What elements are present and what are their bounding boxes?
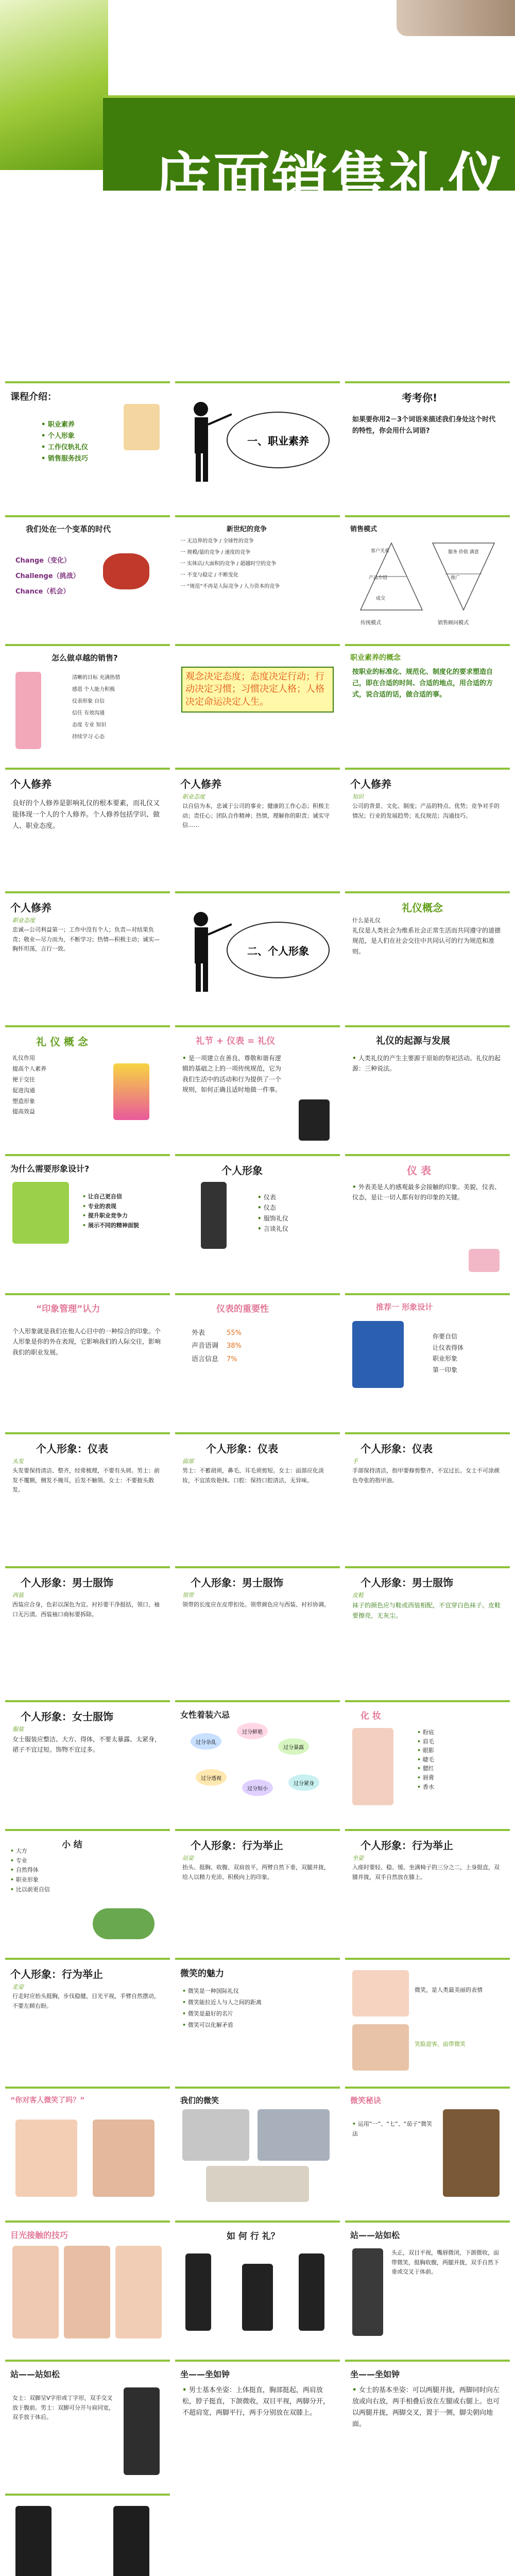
slide-sit-2 bbox=[345, 2360, 510, 2483]
slide-smile-tips bbox=[345, 2087, 510, 2210]
balloon-figure bbox=[113, 1063, 149, 1120]
woman-photo bbox=[15, 2120, 77, 2197]
slide-title: 个人形象：男士服饰 bbox=[360, 1577, 453, 1589]
list-item: Challenge（挑战） bbox=[15, 572, 80, 580]
slide-body: 女士：双脚呈V字形或丁字形，双手交叉放于腹前。男士：双脚可分开与肩同宽，双手放于体后。 bbox=[12, 2395, 114, 2421]
slide-title: 坐——坐如钟 bbox=[350, 2369, 400, 2379]
slide-title: 个人形象：男士服饰 bbox=[191, 1577, 283, 1589]
slide-title: “印象管理”认力 bbox=[36, 1304, 100, 1314]
slide-title: 我们处在一个变革的时代 bbox=[26, 524, 111, 534]
list-item: • 仪表 bbox=[258, 1192, 288, 1202]
list-item: • 销售服务技巧 bbox=[41, 453, 88, 465]
list-item: • 让自己更自信 bbox=[82, 1192, 139, 1202]
slide-title: 新世纪的竞争 bbox=[227, 526, 267, 533]
section-label: 一、职业素养 bbox=[247, 434, 309, 447]
list-item: • 眉毛 bbox=[417, 1737, 434, 1747]
model-caption: 销售顾问模式 bbox=[438, 620, 469, 626]
list-item: • 自然得体 bbox=[10, 1866, 50, 1875]
slide-title: 坐——坐如钟 bbox=[180, 2369, 230, 2379]
slide-personal-cultivation-1 bbox=[5, 768, 170, 891]
woman-figure bbox=[15, 2506, 52, 2576]
list-item: 让仪表得体 bbox=[433, 1344, 464, 1351]
slide-era-change bbox=[5, 515, 170, 639]
slide-title: 礼节 + 仪表 = 礼仪 bbox=[196, 1036, 276, 1046]
slide-etiquette-concept bbox=[345, 891, 510, 1015]
people-icon bbox=[299, 1099, 330, 1141]
slide-title: 个人修养 bbox=[350, 778, 391, 790]
list-item: • 男士基本坐姿：上体挺直，胸部挺起，两肩放松，脖子挺直，下颌微收，双目平视，两脚分开，不超肩宽，两脚平行，两手分别放在双膝上。 bbox=[182, 2385, 332, 2419]
model-photo bbox=[64, 2246, 110, 2338]
slide-appearance-face bbox=[175, 1432, 340, 1556]
percentage-table bbox=[191, 1326, 250, 1366]
list-item: • 仪态 bbox=[258, 1202, 288, 1213]
woman-figure bbox=[113, 2506, 149, 2576]
list-item: • 服饰礼仪 bbox=[258, 1213, 288, 1224]
slide-title: 仪 表 bbox=[407, 1164, 431, 1177]
slide-title: 个人修养 bbox=[10, 778, 52, 790]
cloud-label: 过分短小 bbox=[242, 1780, 273, 1796]
list-item: • 专业 bbox=[10, 1856, 50, 1866]
slide-title: 个人形象：女士服饰 bbox=[21, 1710, 113, 1723]
slide-title: 个人形象：仪表 bbox=[36, 1443, 108, 1455]
photo-caption: 微笑，是人类最美丽的表情 bbox=[415, 1987, 483, 1993]
slide-image-design bbox=[345, 1293, 510, 1417]
cartoon-figure bbox=[124, 404, 160, 450]
slide-title: 个人形象：男士服饰 bbox=[21, 1577, 113, 1589]
slide-female-six-donts bbox=[175, 1700, 340, 1824]
list-item: • 提升职业竞争力 bbox=[82, 1211, 139, 1221]
slide-subtitle: 皮鞋 bbox=[352, 1592, 364, 1599]
list-item: • 微笑是一种国际礼仪 bbox=[182, 1986, 262, 1997]
slide-body: 西装应合身，色彩以深色为宜。衬衫要干净挺括，领口、袖口无污渍。西装袖口商标要拆除。 bbox=[12, 1601, 160, 1618]
slide-new-competition bbox=[175, 515, 340, 639]
slide-body: 礼仪是人类社会为维系社会正常生活而共同遵守的道德规范，是人们在社会交往中共同认可的行为规范和准则。 bbox=[352, 927, 501, 955]
role-list bbox=[12, 1053, 46, 1117]
table-cell: 7% bbox=[227, 1355, 237, 1363]
slide-title: 站——站如松 bbox=[10, 2369, 60, 2379]
slide-subtitle: 手 bbox=[352, 1458, 358, 1465]
list-item: • 运用“一”、“七”、“茄子”微笑法 bbox=[352, 2120, 435, 2139]
slide-body: 抬头、挺胸、收腹、双肩放平，两臂自然下垂，双腿并拢，给人以精力充沛、积极向上的印象。 bbox=[182, 1864, 330, 1880]
design-list bbox=[433, 1331, 464, 1376]
slide-title: 怎么做卓越的销售? bbox=[52, 653, 118, 663]
pyramid-label: 推广 bbox=[451, 575, 460, 581]
slide-our-smile bbox=[175, 2087, 340, 2210]
slide-etiquette-origin bbox=[345, 1025, 510, 1149]
slide-personal-cultivation-4 bbox=[5, 891, 170, 1015]
slide-appearance-hands bbox=[345, 1432, 510, 1556]
list-item: 感恩 个人能力积极 bbox=[72, 687, 115, 692]
slide-title: 考考你! bbox=[402, 392, 438, 404]
slide-section-professional bbox=[175, 381, 340, 505]
slide-stand-1 bbox=[345, 2221, 510, 2344]
list-item: • 比以前更自信 bbox=[10, 1885, 50, 1895]
list-item: • 香水 bbox=[417, 1783, 434, 1792]
section-oval bbox=[227, 922, 330, 978]
slide-title: 化 妆 bbox=[360, 1711, 381, 1721]
list-item: Change（变化） bbox=[15, 557, 71, 565]
slide-title: 个人修养 bbox=[180, 778, 221, 790]
slide-subtitle: 职业态度 bbox=[12, 917, 35, 924]
table-cell: 声音语调 bbox=[192, 1342, 219, 1350]
slide-body: 公司的背景、文化、制度；产品的特点、优势；竞争对手的情况；行业的发展趋势；礼仪规范；沟通技巧。 bbox=[352, 803, 500, 819]
slide-title: 个人形象：行为举止 bbox=[360, 1839, 453, 1852]
slide-appearance-hair bbox=[5, 1432, 170, 1556]
woman-photo bbox=[352, 2024, 409, 2071]
list-item: 提高个人素养 bbox=[12, 1065, 46, 1072]
list-item: • 工作仪轨礼仪 bbox=[41, 442, 88, 453]
mannequin-image bbox=[12, 1182, 69, 1244]
slide-body: 以自信为本，忠诚于公司的事业；健康的工作心态；积极主动；责任心；团队合作精神；热情，理解你的职责；诚实守信…… bbox=[182, 803, 330, 829]
list-item: • 睫毛 bbox=[417, 1755, 434, 1765]
pointer-silhouette-icon bbox=[185, 909, 232, 996]
slide-body: 良好的个人修养是影响礼仪的根本要素，而礼仪又能体现一个人的个人修养。个人修养包括学识、做人、职业态度。 bbox=[12, 800, 160, 831]
slide-appearance-importance bbox=[175, 1293, 340, 1417]
slide-section-image bbox=[175, 891, 340, 1015]
slide-title: 如 何 行 礼？ bbox=[227, 2231, 280, 2242]
slide-professional-concept bbox=[345, 644, 510, 768]
list-item: • 个人形象 bbox=[41, 431, 88, 442]
summary-list bbox=[10, 1846, 50, 1894]
slide-subtitle: 职业态度 bbox=[182, 793, 205, 800]
section-oval bbox=[227, 412, 330, 468]
slide-subtitle: 知识 bbox=[352, 793, 364, 800]
slide-body: 头正，双目平视，嘴唇微闭，下颌微收，面带微笑，挺胸收腹，两腿并拢，双手自然下垂或交叉于体前。 bbox=[391, 2249, 499, 2276]
slide-title: 为什么需要形象设计? bbox=[10, 1164, 90, 1174]
model-photo bbox=[115, 2246, 162, 2338]
cloud-label: 过分暴露 bbox=[278, 1738, 309, 1755]
group-photo bbox=[182, 2109, 249, 2161]
slide-body: 头发要保持清洁、整齐，经常梳理，不要有头屑。男士：前发不覆额，侧发不掩耳，后发不触领。女士：不要披头散发。 bbox=[12, 1467, 160, 1494]
pyramid-label: 成交 bbox=[376, 596, 386, 601]
woman-photo bbox=[93, 2120, 154, 2197]
slide-appearance bbox=[345, 1154, 510, 1278]
table-cell: 38% bbox=[227, 1342, 242, 1350]
peapod-graphic bbox=[93, 1908, 154, 1939]
slide-title: 推荐一 形象设计 bbox=[376, 1302, 433, 1312]
slide-body: 男士：不蓄胡须，鼻毛、耳毛须剪短。女士：面部应化淡妆，不宜浓妆艳抹。口腔：保持口腔清洁，无异味。 bbox=[182, 1467, 324, 1484]
list-item: • 是一项建立在善良、尊敬和谐有逻辑的基础之上的一项传统规范，它为我们生活中的活动和行为提供了一个规则，如何正确且适时地做一件事。 bbox=[182, 1053, 285, 1095]
slide-subtitle: 坐姿 bbox=[352, 1855, 364, 1861]
model-figure bbox=[352, 1728, 393, 1805]
slide-body: 手部保持清洁，指甲要修剪整齐，不宜过长。女士不可涂颜色夸张的指甲油。 bbox=[352, 1467, 500, 1484]
table-cell: 语言信息 bbox=[192, 1355, 219, 1363]
list-item: 持续学习 心态 bbox=[72, 734, 105, 740]
slide-title: 女性着装六忌 bbox=[180, 1710, 230, 1720]
woman-figure bbox=[15, 672, 41, 749]
slide-sales-model bbox=[345, 515, 510, 639]
slide-title: 个人形象：行为举止 bbox=[10, 1968, 103, 1980]
change-list bbox=[15, 553, 80, 600]
slide-etiquette-formula bbox=[175, 1025, 340, 1149]
list-item: • 职业素养 bbox=[41, 419, 88, 431]
smile-list bbox=[182, 1986, 262, 2031]
photo-caption: 笑脸迎客，面带微笑 bbox=[415, 2041, 466, 2047]
slide-title: 个人形象 bbox=[221, 1164, 263, 1177]
list-item: 第一印象 bbox=[433, 1366, 458, 1374]
cloud-label: 过分杂乱 bbox=[191, 1733, 221, 1750]
slide-subtitle: 站姿 bbox=[182, 1855, 194, 1861]
slide-personal-cultivation-3 bbox=[345, 768, 510, 891]
slide-behavior-standing bbox=[175, 1829, 340, 1953]
section-label: 二、个人形象 bbox=[247, 944, 309, 957]
list-item: • 展示不同的精神面貌 bbox=[82, 1221, 139, 1231]
slide-behavior-sitting bbox=[345, 1829, 510, 1953]
cloud-label: 过分透视 bbox=[196, 1769, 227, 1786]
slide-title: 职业素养的概念 bbox=[350, 654, 401, 662]
slide-eye-contact bbox=[5, 2221, 170, 2344]
decorative-graphic bbox=[103, 553, 149, 589]
slide-impression-management bbox=[5, 1293, 170, 1417]
slide-etiquette-role bbox=[5, 1025, 170, 1149]
bowing-figure bbox=[242, 2264, 273, 2331]
slide-summary bbox=[5, 1829, 170, 1953]
slide-body: 按职业的标准化、规范化、制度化的要求塑造自己，即在合适的时间、合适的地点，用合适的方式，说合适的话，做合适的事。 bbox=[352, 668, 493, 699]
list-item: 清晰的目标 充满热情 bbox=[72, 675, 121, 681]
woman-figure bbox=[124, 2387, 160, 2475]
slide-title: 小 结 bbox=[62, 1840, 82, 1850]
woman-figure bbox=[299, 2253, 324, 2331]
slide-title: 个人形象：仪表 bbox=[360, 1443, 433, 1455]
appearance-body bbox=[352, 1182, 502, 1203]
table-cell: 外表 bbox=[192, 1329, 205, 1337]
slide-title: 个人形象：行为举止 bbox=[191, 1839, 283, 1852]
slide-smile-question bbox=[5, 2087, 170, 2210]
bowing-figure bbox=[352, 1321, 404, 1388]
slide-personal-image bbox=[175, 1154, 340, 1278]
list-item: 提高效益 bbox=[12, 1108, 35, 1115]
cover-gradient bbox=[0, 0, 108, 170]
pyramid-label: 服务 价值 满意 bbox=[448, 550, 479, 555]
woman-figure bbox=[201, 1182, 227, 1249]
table-row bbox=[192, 1327, 249, 1339]
slide-stand-2 bbox=[5, 2360, 170, 2483]
sit-body bbox=[352, 2385, 502, 2430]
list-item: 礼仪作用 bbox=[12, 1055, 35, 1061]
slide-course-intro bbox=[5, 381, 170, 505]
highlight-box: 观念决定态度；态度决定行动；行动决定习惯；习惯决定人格；人格决定命运决定人生。 bbox=[181, 667, 334, 713]
list-item: 职业形象 bbox=[433, 1355, 458, 1363]
list-item: 信任 有效沟通 bbox=[72, 710, 105, 716]
slide-title: 仪表的重要性 bbox=[216, 1304, 269, 1314]
slide-female-dress bbox=[5, 1700, 170, 1824]
baby-photo bbox=[352, 1970, 409, 2016]
slide-body: 如果要你用2－3个词语来描述我们身处这个时代的特性，你会用什么词语? bbox=[352, 416, 496, 435]
slide-subtitle: 头发 bbox=[12, 1458, 24, 1465]
list-item: • 职业形象 bbox=[10, 1875, 50, 1885]
image-list bbox=[258, 1192, 288, 1234]
origin-body bbox=[352, 1053, 502, 1074]
list-item: • 言谈礼仪 bbox=[258, 1224, 288, 1234]
slide-title: 我们的微笑 bbox=[180, 2096, 219, 2105]
slide-body: 女士服装应整洁、大方、得体，不要太暴露、太紧身，裙子不宜过短。饰物不宜过多。 bbox=[12, 1736, 161, 1754]
slide-personal-cultivation-2 bbox=[175, 768, 340, 891]
tips-body bbox=[352, 2120, 435, 2139]
slide-attitude bbox=[175, 644, 340, 768]
competition-rows bbox=[180, 536, 280, 592]
list-item: Chance（机会） bbox=[15, 587, 70, 596]
slide-title: 礼仪的起源与发展 bbox=[376, 1036, 450, 1046]
slide-body: 个人形象就是我们在他人心目中的一种综合的印象。个人形象是你的外在表现，它影响我们的人际交往，影响我们的职业发展。 bbox=[12, 1328, 161, 1356]
slide-makeup bbox=[345, 1700, 510, 1824]
slide-excellent-sales bbox=[5, 644, 170, 768]
slide-body: 袜子的颜色应与鞋或西装相配，不宜穿白色袜子。皮鞋要擦亮，无灰尘。 bbox=[352, 1602, 501, 1620]
cloud-label: 过分紧身 bbox=[288, 1774, 319, 1791]
cover-slide bbox=[0, 0, 515, 232]
slide-quiz bbox=[345, 381, 510, 505]
list-item: • 专业的表现 bbox=[82, 1202, 139, 1212]
course-list bbox=[41, 419, 88, 465]
mona-lisa-image bbox=[443, 2109, 500, 2197]
slide-sit-1 bbox=[175, 2360, 340, 2483]
man-figure bbox=[352, 2248, 383, 2336]
list-item: • 外表美是人的感观最多会接触的印象。美貌，仪表、仪态，是让一切人都有好的印象的关键。 bbox=[352, 1182, 502, 1203]
makeup-list bbox=[417, 1728, 434, 1791]
cover-photo bbox=[397, 0, 515, 36]
slide-subtitle: 走姿 bbox=[12, 1984, 24, 1990]
slide-how-to-bow bbox=[175, 2221, 340, 2344]
slide-behavior-walking bbox=[5, 1958, 170, 2081]
list-item: • 眼影 bbox=[417, 1746, 434, 1755]
list-item: 一 “规范”不再是人际竞争 / 人力资本的竞争 bbox=[180, 584, 280, 589]
list-item: • 微笑可以化解矛盾 bbox=[182, 2020, 262, 2031]
list-item: • 粉底 bbox=[417, 1728, 434, 1737]
reason-list bbox=[82, 1192, 139, 1231]
slide-title: 礼仪概念 bbox=[402, 902, 443, 914]
sit-body bbox=[182, 2385, 332, 2419]
slide-title: 课程介绍： bbox=[10, 392, 57, 402]
pyramid-label: 产品介绍 bbox=[369, 575, 388, 581]
list-item: 你要自信 bbox=[433, 1333, 458, 1340]
list-item: • 女士的基本坐姿：可以两腿并拢，两脚同时向左放或向右放，两手相叠后放在左腿或右腿上。也可以两腿并拢，两脚交叉，置于一侧，脚尖朝向地面。 bbox=[352, 2385, 502, 2430]
table-cell: 55% bbox=[227, 1329, 242, 1337]
slide-subtitle: 西装 bbox=[12, 1592, 24, 1599]
list-item: • 微笑能拉近人与人之间的距离 bbox=[182, 1997, 262, 2008]
list-item: 塑造形象 bbox=[12, 1097, 35, 1105]
slide-title: 销售模式 bbox=[350, 526, 377, 533]
table-row bbox=[192, 1340, 249, 1352]
slide-body: 领带的长度应在皮带扣处。领带颜色应与西装、衬衫协调。 bbox=[182, 1601, 330, 1608]
slide-title: 目光接触的技巧 bbox=[10, 2230, 68, 2240]
slide-male-dress-suit bbox=[5, 1566, 170, 1690]
model-caption: 传统模式 bbox=[360, 620, 381, 626]
list-item: • 腮红 bbox=[417, 1764, 434, 1773]
slide-yes bbox=[5, 2494, 170, 2576]
list-item: • 微笑是最好的名片 bbox=[182, 2008, 262, 2020]
slide-smile-charm bbox=[175, 1958, 340, 2081]
cloud-label: 过分鲜艳 bbox=[237, 1723, 268, 1739]
slide-body: 忠诚—公司利益第一；工作中没有个人；负责—对结果负责；敬业—尽力而为，不断学习；热情—积极主动；诚实—胸怀坦荡，言行一致。 bbox=[12, 926, 160, 953]
list-item: • 人类礼仪的产生主要源于原始的祭祀活动。礼仪的起源：三种说法。 bbox=[352, 1053, 502, 1074]
slide-title: 个人修养 bbox=[10, 902, 52, 914]
quality-list bbox=[72, 672, 120, 743]
group-photo bbox=[258, 2109, 330, 2161]
list-item: 一 不变与稳定 / 不断变化 bbox=[180, 572, 238, 578]
slide-subtitle: 领带 bbox=[182, 1592, 194, 1599]
slide-male-dress-tie bbox=[175, 1566, 340, 1690]
list-item: 仪表形象 自信 bbox=[72, 699, 105, 704]
list-item: 一 规模/量的竞争 / 速度的竞争 bbox=[180, 550, 251, 555]
slide-title: 站——站如松 bbox=[350, 2230, 400, 2240]
cover-title: 店面销售礼仪 bbox=[154, 146, 507, 212]
slide-body: 行走时应抬头挺胸，步伐稳健，目光平视，手臂自然摆动，不要左顾右盼。 bbox=[12, 1993, 160, 2009]
slide-title: 个人形象：仪表 bbox=[206, 1443, 278, 1455]
model-photo bbox=[12, 2246, 59, 2338]
slide-male-dress-shoes bbox=[345, 1566, 510, 1690]
list-item: 促进沟通 bbox=[12, 1087, 35, 1094]
group-photo bbox=[206, 2166, 309, 2202]
slide-subtitle: 什么是礼仪 bbox=[352, 917, 381, 924]
slide-why-image bbox=[5, 1154, 170, 1278]
slide-title: “你对客人微笑了吗？” bbox=[10, 2096, 85, 2105]
slide-subtitle: 服装 bbox=[12, 1726, 24, 1733]
slide-smile-photos bbox=[345, 1958, 510, 2081]
list-item: 一 无边界的竞争 / 全球性的竞争 bbox=[180, 538, 254, 544]
decorative-figure bbox=[469, 1249, 500, 1272]
list-item: 一 实体店/大面积的竞争 / 超越时空的竞争 bbox=[180, 561, 277, 567]
list-item: • 唇膏 bbox=[417, 1773, 434, 1783]
pyramid-label: 客户关系 bbox=[371, 549, 390, 554]
slide-title: 礼 仪 概 念 bbox=[36, 1036, 88, 1048]
pointer-silhouette-icon bbox=[185, 399, 232, 486]
man-figure bbox=[185, 2253, 211, 2331]
formula-body bbox=[182, 1053, 285, 1095]
table-row bbox=[192, 1353, 249, 1365]
slide-title: 微笑秘诀 bbox=[350, 2096, 382, 2105]
list-item: 态度 专业 知识 bbox=[72, 722, 107, 728]
list-item: • 大方 bbox=[10, 1846, 50, 1856]
list-item: 便于交往 bbox=[12, 1076, 35, 1083]
slide-body: 入座时要轻、稳、缓。坐满椅子的三分之二，上身挺直，双膝并拢，双手自然放在膝上。 bbox=[352, 1864, 500, 1880]
slide-subtitle: 面部 bbox=[182, 1458, 194, 1465]
slide-title: 微笑的魅力 bbox=[180, 1969, 224, 1979]
